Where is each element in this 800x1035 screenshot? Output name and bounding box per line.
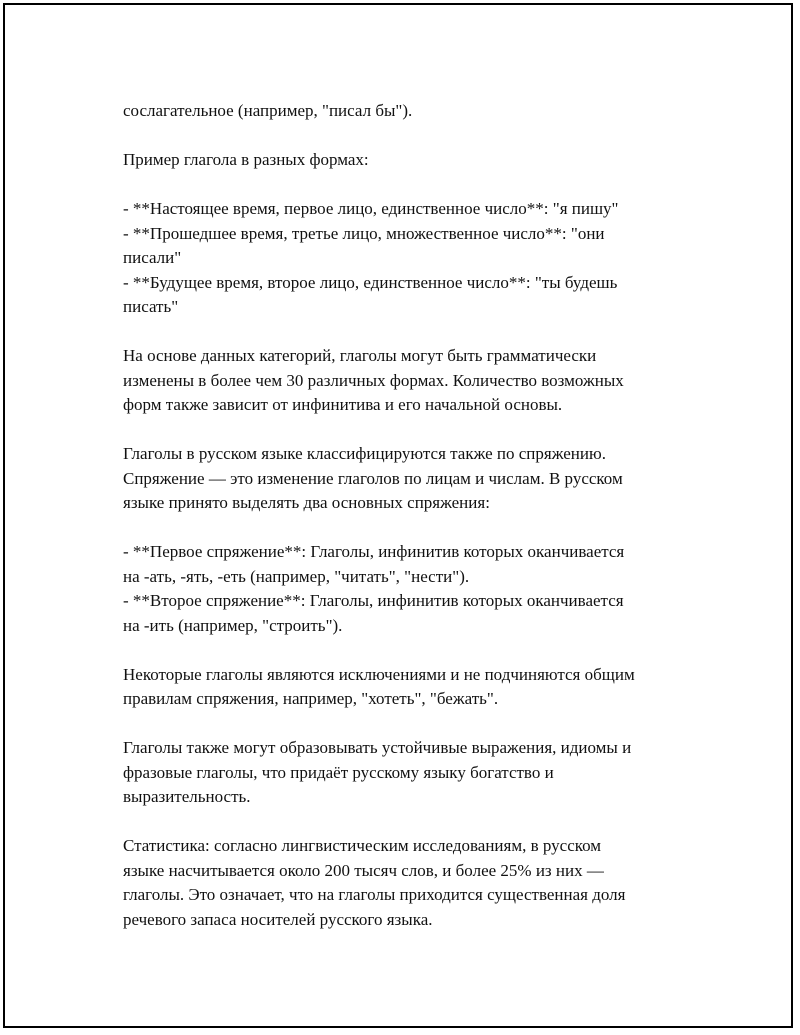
paragraph-spacer — [123, 320, 693, 345]
paragraph — [123, 344, 693, 418]
text-line: языке насчитывается около 200 тысяч слов, и более 25% из них — — [123, 860, 604, 880]
list-line: - **Прошедшее время, третье лицо, множественное число**: "они — [123, 223, 605, 243]
text-line: глаголы. Это означает, что на глаголы приходится существенная доля — [123, 885, 626, 904]
bullet-list — [123, 197, 693, 320]
paragraph-spacer — [123, 638, 693, 663]
list-line: - **Будущее время, второе лицо, единственное число**: "ты будешь — [123, 272, 618, 292]
paragraph — [123, 442, 693, 516]
text-line: На основе данных категорий, глаголы могут быть грамматически — [123, 346, 597, 365]
page-frame — [3, 3, 793, 1028]
text-line: Глаголы также могут образовывать устойчивые выражения, идиомы и — [123, 738, 632, 757]
list-line: на -ать, -ять, -еть (например, "читать", "нести"). — [123, 566, 470, 586]
list-line: писали" — [123, 248, 182, 267]
document-body — [123, 99, 693, 932]
list-line: на -ить (например, "строить"). — [123, 615, 343, 635]
text-line: выразительность. — [123, 787, 251, 806]
paragraph — [123, 663, 693, 712]
paragraph — [123, 736, 693, 810]
text-line: Спряжение — это изменение глаголов по лицам и числам. В русском — [123, 468, 623, 488]
paragraph-spacer — [123, 124, 693, 149]
text-line: речевого запаса носителей русского языка. — [123, 909, 433, 929]
paragraph-spacer — [123, 810, 693, 835]
text-line: изменены в более чем 30 различных формах. Количество возможных — [123, 370, 624, 390]
paragraph-spacer — [123, 712, 693, 737]
paragraph-spacer — [123, 173, 693, 198]
list-line: - **Настоящее время, первое лицо, единственное число**: "я пишу" — [123, 199, 619, 218]
text-line: Пример глагола в разных формах: — [123, 150, 369, 169]
text-line: форм также зависит от инфинитива и его начальной основы. — [123, 395, 563, 414]
text-line: Статистика: согласно лингвистическим исследованиям, в русском — [123, 836, 602, 855]
paragraph-spacer — [123, 418, 693, 443]
text-line: Глаголы в русском языке классифицируются также по спряжению. — [123, 444, 606, 463]
text-line: Некоторые глаголы являются исключениями и не подчиняются общим — [123, 664, 635, 684]
text-line: фразовые глаголы, что придаёт русскому языку богатство и — [123, 762, 554, 782]
list-line: писать" — [123, 297, 179, 316]
text-line: языке принято выделять два основных спряжения: — [123, 493, 490, 512]
paragraph — [123, 148, 693, 173]
list-line: - **Первое спряжение**: Глаголы, инфинитив которых оканчивается — [123, 542, 625, 561]
paragraph — [123, 99, 693, 124]
text-line: сослагательное (например, "писал бы"). — [123, 101, 413, 120]
text-line: правилам спряжения, например, "хотеть", "бежать". — [123, 689, 499, 708]
bullet-list — [123, 540, 693, 638]
paragraph-spacer — [123, 516, 693, 541]
list-line: - **Второе спряжение**: Глаголы, инфинитив которых оканчивается — [123, 591, 624, 610]
paragraph — [123, 834, 693, 932]
